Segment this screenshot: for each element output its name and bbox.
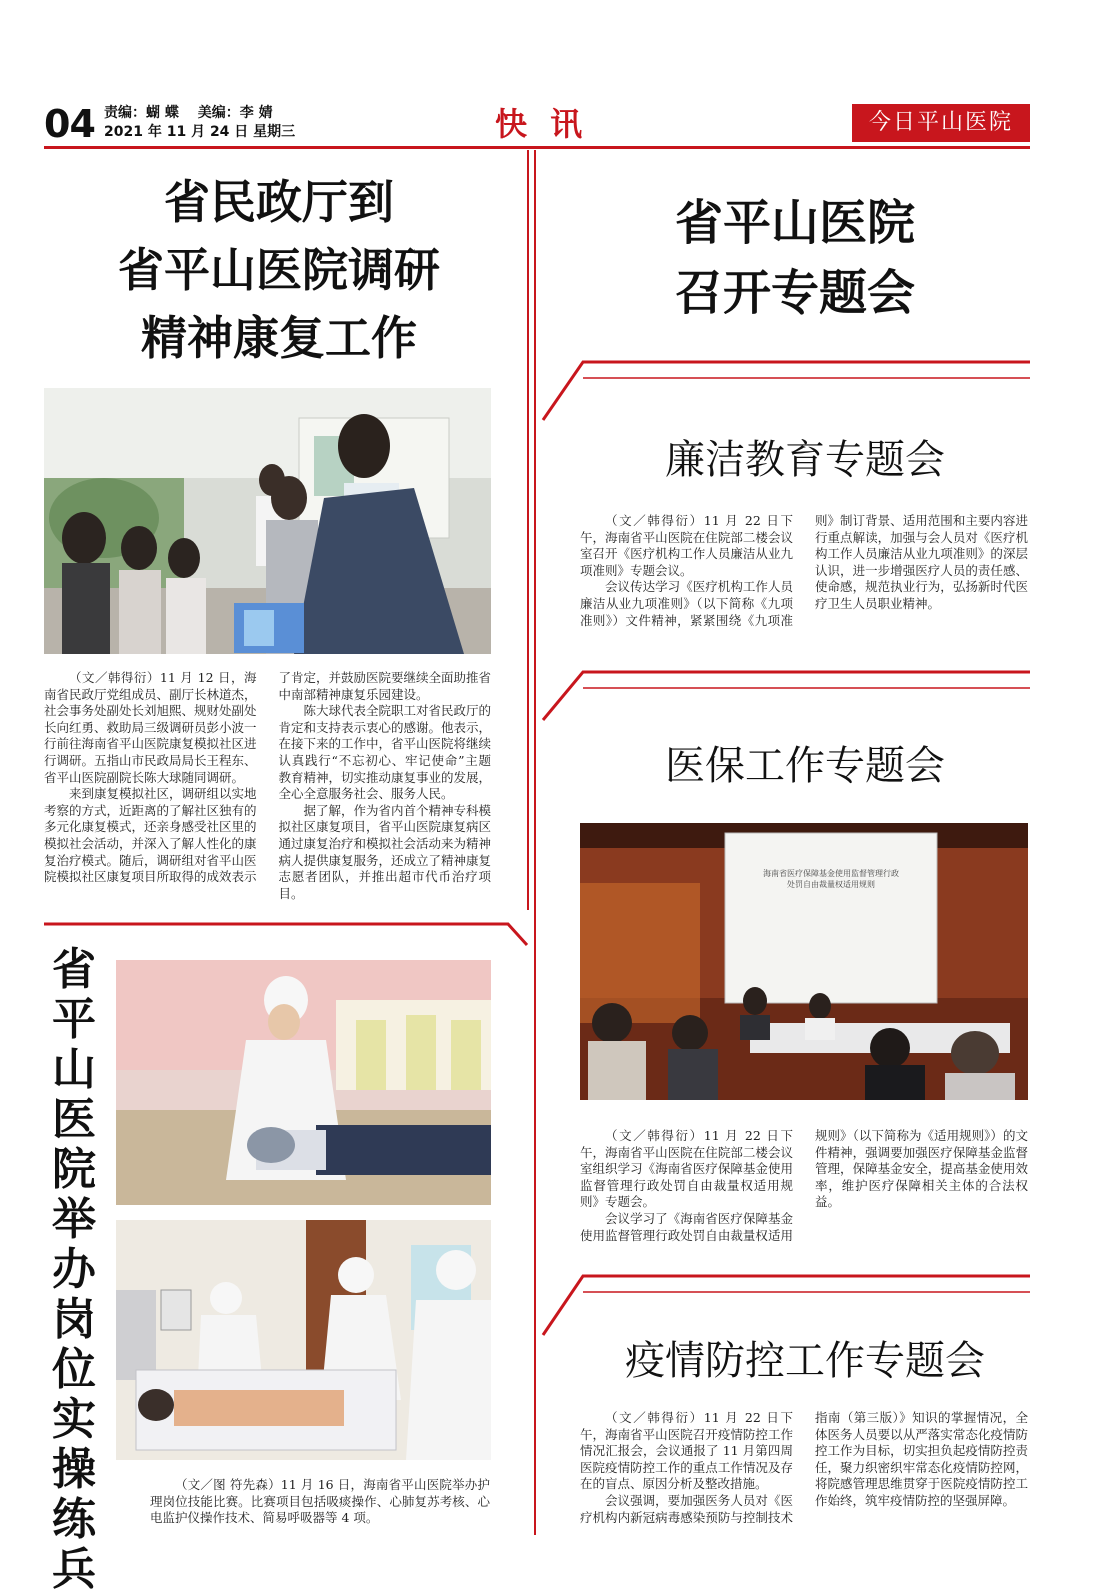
left-headline-line: 省平山医院调研: [118, 243, 440, 297]
vertical-title-char: 山: [52, 1044, 96, 1095]
article-paragraph: 陈大球代表全院职工对省民政厅的肯定和支持表示衷心的感谢。他表示，在接下来的工作中，省平山医院将继续认真践行“不忘初心、牢记使命”主题教育精神，切实推动康复事业的发展，全心全意服务社会、服务人民。: [278, 703, 492, 802]
right-headline-line: 省平山医院: [674, 195, 915, 251]
article-paragraph: 会议传达学习《医疗机构工作人员廉洁从业九项准则》（以下简称《九项准则》）文件精神，紧紧围绕《九项准则》制订背景、适用范围和主要内容进行重点解读，加强与会人员对《医疗机构工作人员廉洁从业九项准则》的深层认识，进一步增强医疗人员的责任感、使命感，规范执业行为，弘扬新时代医疗卫生人员职业精神。: [580, 513, 1028, 628]
left-headline: [44, 168, 514, 372]
vertical-title-char: 举: [52, 1194, 96, 1245]
screen-line: 海南省医疗保障基金使用监督管理行政: [763, 869, 899, 878]
right-headline-line: 召开专题会: [674, 265, 915, 321]
masthead-banner: 今日平山医院: [852, 104, 1030, 142]
meeting-screen-text: [745, 868, 917, 890]
training-caption: [150, 1477, 490, 1527]
vertical-title-char: 医: [52, 1094, 96, 1145]
vertical-title-char: 练: [52, 1494, 96, 1545]
subhead-medical-insurance: 医保工作专题会: [665, 743, 945, 789]
left-article-text: [44, 670, 491, 902]
meeting-photo: [580, 823, 1028, 1100]
vertical-title-char: 办: [52, 1244, 96, 1295]
integrity-article-text: [580, 513, 1028, 629]
article-paragraph: 会议强调，要加强医务人员对《医疗机构内新冠病毒感染预防与控制技术指南（第三版）》知识的掌握情况，全体医务人员要以从严落实常态化疫情防控工作为目标，切实担负起疫情防控责任，聚力织密织牢常态化疫情防控网，将院感管理思维贯穿于医院疫情防控工作始终，筑牢疫情防控的坚强屏障。: [580, 1410, 1028, 1525]
section-title: 快 讯: [495, 105, 589, 143]
article-paragraph: 据了解，作为省内首个精神专科模拟社区康复项目，省平山医院康复病区通过康复治疗和模拟社会活动来为精神病人提供康复服务，还成立了精神康复志愿者团队，并推出超市代币治疗项目。: [278, 802, 492, 901]
article-paragraph: （文／韩得衍）11 月 22 日下午，海南省平山医院召开疫情防控工作情况汇报会，会议通报了 11 月第四周医院疫情防控工作的重点工作情况及存在的盲点、原因分析及整改措施。: [580, 1410, 793, 1492]
vertical-title-char: 平: [52, 994, 96, 1045]
subhead-integrity: 廉洁教育专题会: [665, 437, 945, 483]
article-paragraph: （文／韩得衍）11 月 12 日，海南省民政厅党组成员、副厅长林道杰，社会事务处副处长刘旭熙、规财处副处长向红勇、救助局三级调研员彭小波一行前往海南省平山医院康复模拟社区进行调研。五指山市民政局局长王程东、省平山医院副院长陈大球随同调研。: [44, 670, 257, 785]
vertical-title-char: 省: [52, 944, 96, 995]
left-headline-line: 精神康复工作: [141, 311, 417, 365]
left-headline-line: 省民政厅到: [164, 175, 394, 229]
insurance-article-text: [580, 1128, 1028, 1244]
vertical-title-char: 岗: [52, 1294, 96, 1345]
epidemic-article-text: [580, 1410, 1028, 1526]
vertical-title-char: 位: [52, 1344, 96, 1395]
subhead-epidemic-prevention: 疫情防控工作专题会: [625, 1338, 985, 1384]
training-vertical-title: [44, 945, 104, 1595]
screen-line: 处罚自由裁量权适用规则: [787, 880, 875, 889]
cpr-training-photo: [116, 960, 491, 1205]
visit-photo: [44, 388, 491, 654]
vertical-title-char: 兵: [52, 1544, 96, 1595]
training-caption-text: （文／图 符先森）11 月 16 日，海南省平山医院举办护理岗位技能比赛。比赛项目包括吸痰操作、心肺复苏考核、心电监护仪操作技术、简易呼吸器等 4 项。: [150, 1477, 490, 1526]
vertical-title-char: 院: [52, 1144, 96, 1195]
article-paragraph: （文／韩得衍）11 月 22 日下午，海南省平山医院在住院部二楼会议室组织学习《海南省医疗保障基金使用监督管理行政处罚自由裁量权适用规则》专题会。: [580, 1128, 793, 1210]
article-paragraph: 会议学习了《海南省医疗保障基金使用监督管理行政处罚自由裁量权适用规则》（以下简称为《适用规则》）的文件精神，强调要加强医疗保障基金监督管理，保障基金安全，提高基金使用效率，维护医疗保障相关主体的合法权益。: [580, 1128, 1028, 1243]
vertical-title-char: 操: [52, 1444, 96, 1495]
right-headline: [560, 188, 1030, 328]
page-number: 04: [44, 102, 95, 146]
ecg-training-photo: [116, 1220, 491, 1460]
vertical-title-char: 实: [52, 1394, 96, 1445]
date-line: 2021 年 11 月 24 日 星期三: [104, 124, 296, 140]
article-paragraph: 来到康复模拟社区，调研组以实地考察的方式，近距离的了解社区独有的多元化康复模式，还亲身感受社区里的模拟社会活动，并深入了解人性化的康复治疗模式。随后，调研组对省平山医院模拟社区康复项目所取得的成效表示了肯定，并鼓励医院要继续全面助推省中南部精神康复乐园建设。: [44, 670, 492, 885]
editor-line: 责编：蝴 蝶 美编：李 婧: [104, 105, 273, 121]
article-paragraph: （文／韩得衍）11 月 22 日下午，海南省平山医院在住院部二楼会议室召开《医疗机构工作人员廉洁从业九项准则》专题会议。: [580, 513, 793, 578]
